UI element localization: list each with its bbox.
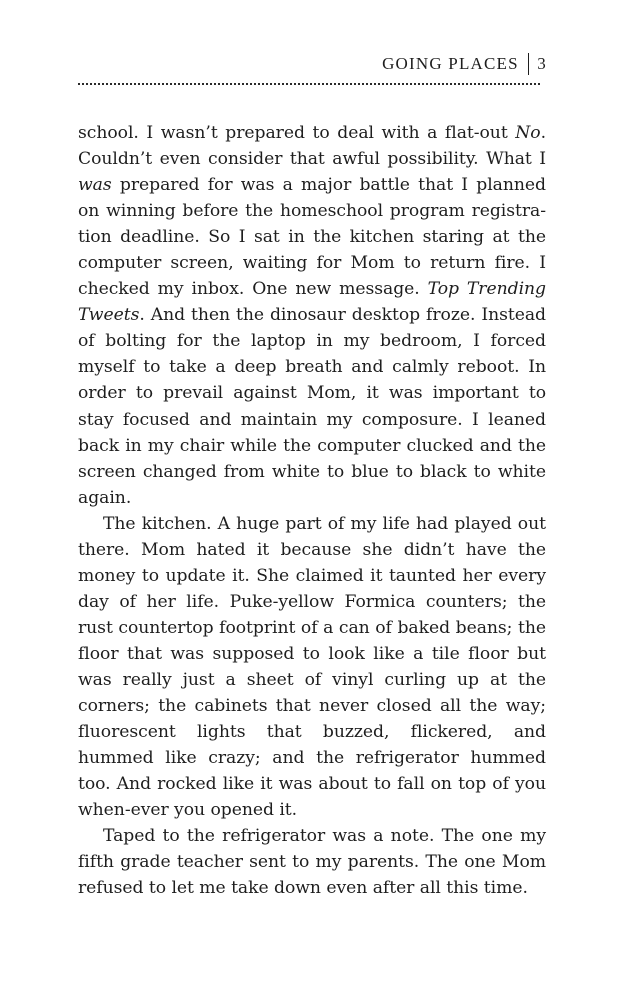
text-run: prepared for was a major battle that I planned on winning before the homeschool program registra-tion deadline. So I sat in the kitchen staring at the computer screen, waiting for Mom to return fire. I checked my inbox. One new message. — [78, 175, 546, 300]
running-header — [382, 53, 547, 75]
italic-text: Top Trending Tweets — [78, 279, 546, 326]
paragraph-3 — [78, 823, 546, 901]
paragraph-1 — [78, 120, 546, 511]
page-number: 3 — [537, 54, 547, 73]
text-run: school. I wasn’t prepared to deal with a flat-out — [78, 123, 516, 143]
italic-text: was — [78, 175, 112, 196]
dotted-divider — [78, 83, 540, 85]
header-separator — [528, 53, 530, 75]
text-run: Taped to the refrigerator was a note. The one my fifth grade teacher sent to my parents. The one Mom refused to let me take down even after all this time. — [78, 826, 546, 899]
text-run: . Couldn’t even consider that awful possibility. What I — [78, 123, 546, 170]
italic-text: No — [515, 123, 541, 143]
text-run: . And then the dinosaur desktop froze. Instead of bolting for the laptop in my bedroom, I forced myself to take a deep breath and calmly reboot. In order to prevail against Mom, it was important to stay focused and maintain my composure. I leaned back in my chair while the computer clucked and the screen changed from white to blue to black to white again. — [78, 305, 546, 508]
body-text — [78, 120, 546, 901]
section-title: GOING PLACES — [382, 54, 519, 73]
text-run: The kitchen. A huge part of my life had played out there. Mom hated it because she didn’t have the money to update it. She claimed it taunted her every day of her life. Puke-yellow Formica counters; the rust countertop footprint of a can of baked beans; the floor that was supposed to look like a tile floor but was really just a sheet of vinyl curling up at the corners; the cabinets that never closed all the way; fluorescent lights that buzzed, flickered, and hummed like crazy; and the refrigerator hummed too. And rocked like it was about to fall on top of you when-ever you opened it. — [78, 513, 546, 821]
paragraph-2 — [78, 511, 546, 824]
